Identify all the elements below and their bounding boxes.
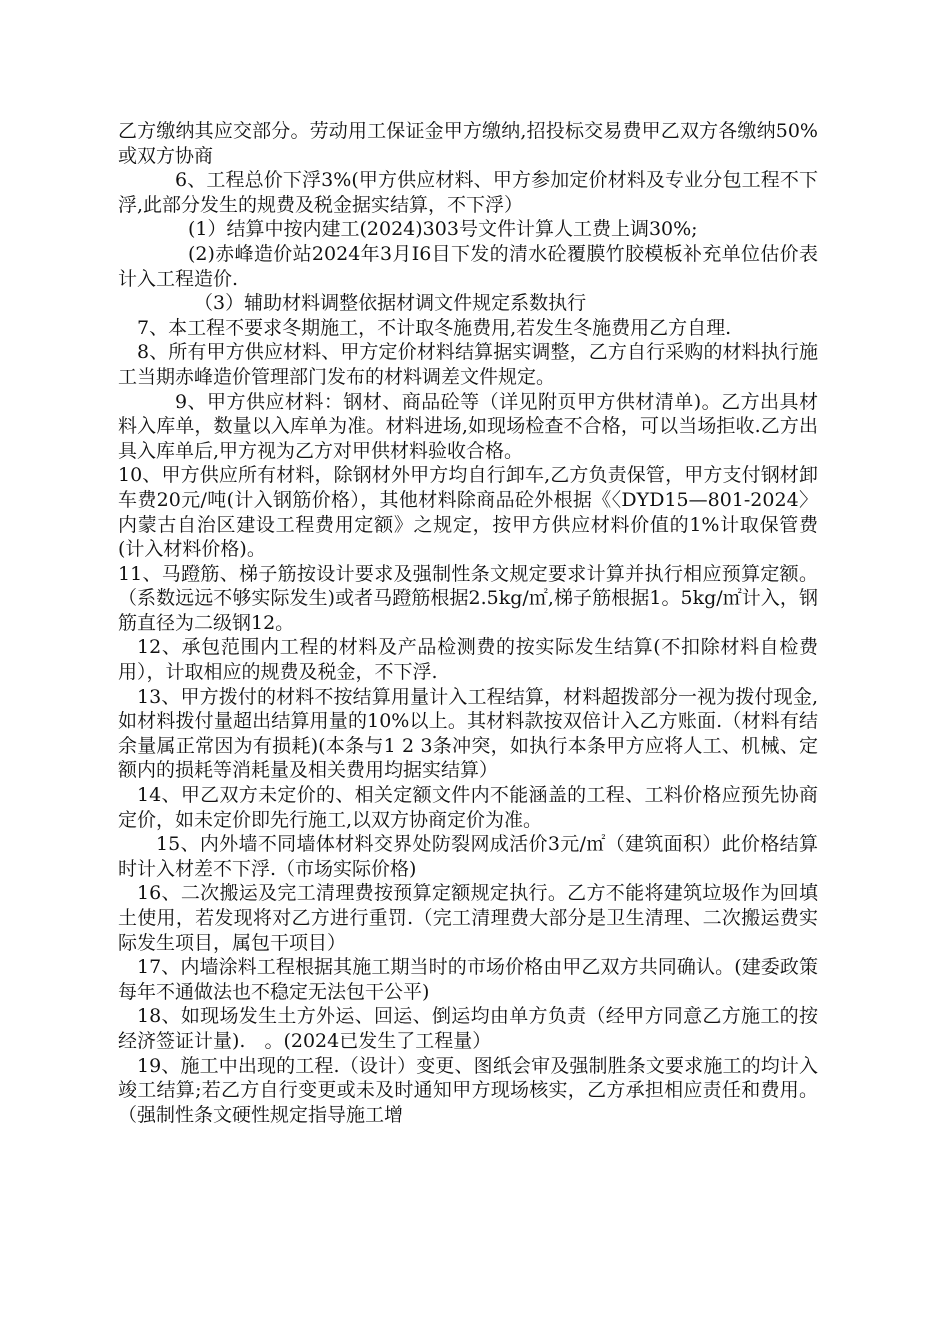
paragraph-item-12: 12、承包范围内工程的材料及产品检测费的按实际发生结算(不扣除材料自检费用），计取相应的规费及税金，不下浮.	[118, 636, 818, 684]
paragraph-item-15: 15、内外墙不同墙体材料交界处防裂网成活价3元/㎡（建筑面积）此价格结算时计入材差不下浮.（市场实际价格)	[118, 833, 818, 880]
paragraph-item-19: 19、施工中出现的工程.（设计）变更、图纸会审及强制胜条文要求施工的均计入竣工结算;若乙方自行变更或未及时通知甲方现场核实，乙方承担相应责任和费用。（强制性条文硬性规定指导施工增	[118, 1054, 818, 1126]
paragraph-item-8: 8、所有甲方供应材料、甲方定价材料结算据实调整，乙方自行采购的材料执行施工当期赤峰造价管理部门发布的材料调差文件规定。	[118, 341, 818, 388]
paragraph-item-6: 6、工程总价下浮3%(甲方供应材料、甲方参加定价材料及专业分包工程不下浮,此部分发生的规费及税金据实结算，不下浮）	[118, 169, 818, 216]
paragraph-item-14: 14、甲乙双方未定价的、相关定额文件内不能涵盖的工程、工料价格应预先协商定价，如未定价即先行施工,以双方协商定价为准。	[118, 784, 818, 831]
paragraph-item-17: 17、内墙涂料工程根据其施工期当时的市场价格由甲乙双方共同确认。(建委政策每年不通做法也不稳定无法包干公平)	[118, 956, 818, 1003]
document-body	[118, 119, 818, 1127]
paragraph-item-6-1: (1）结算中按内建工(2024)303号文件计算人工费上调30%;	[188, 218, 698, 241]
paragraph-item-11: 11、马蹬筋、梯子筋按设计要求及强制性条文规定要求计算并执行相应预算定额。（系数远远不够实际发生)或者马蹬筋根据2.5kg/㎡,梯子筋根据1。5kg/㎡计入，钢筋直径为二级钢12。	[118, 562, 818, 634]
paragraph-item-7: 7、本工程不要求冬期施工，不计取冬施费用,若发生冬施费用乙方自理.	[137, 316, 732, 339]
paragraph-item-9: 9、甲方供应材料：钢材、商品砼等（详见附页甲方供材清单)。乙方出具材料入库单，数量以入库单为准。材料进场,如现场检查不合格，可以当场拒收.乙方出具入库单后,甲方视为乙方对甲供材料验收合格。	[118, 390, 818, 462]
paragraph-item-6-2: (2)赤峰造价站2024年3月I6目下发的清水砼覆膜竹胶模板补充单位估价表计入工程造价.	[118, 242, 818, 290]
paragraph-item-16: 16、二次搬运及完工清理费按预算定额规定执行。乙方不能将建筑垃圾作为回填土使用，若发现将对乙方进行重罚.（完工清理费大部分是卫生清理、二次搬运费实际发生项目，属包干项目）	[118, 882, 818, 954]
paragraph-payment-share: 乙方缴纳其应交部分。劳动用工保证金甲方缴纳,招投标交易费甲乙双方各缴纳50%或双方协商	[118, 120, 818, 167]
paragraph-item-13: 13、甲方拨付的材料不按结算用量计入工程结算，材料超拨部分一视为拨付现金,如材料拨付量超出结算用量的10%以上。其材料款按双倍计入乙方账面.（材料有结余量属正常因为有损耗)(本条与1 2 3条冲突，如执行本条甲方应将人工、机械、定额内的损耗等消耗量及相关费用均据实结算）	[118, 685, 818, 782]
paragraph-item-10: 10、甲方供应所有材料，除钢材外甲方均自行卸车,乙方负责保管，甲方支付钢材卸车费20元/吨(计入钢筋价格），其他材料除商品砼外根据《〈DYD15—801-2024〉内蒙古自治区建设工程费用定额》之规定，按甲方供应材料价值的1%计取保管费(计入材料价格)。	[118, 464, 818, 561]
paragraph-item-18: 18、如现场发生土方外运、回运、倒运均由单方负责（经甲方同意乙方施工的按经济签证计量). 。(2024已发生了工程量）	[118, 1005, 818, 1052]
paragraph-item-6-3: （3）辅助材料调整依据材调文件规定系数执行	[194, 292, 587, 315]
